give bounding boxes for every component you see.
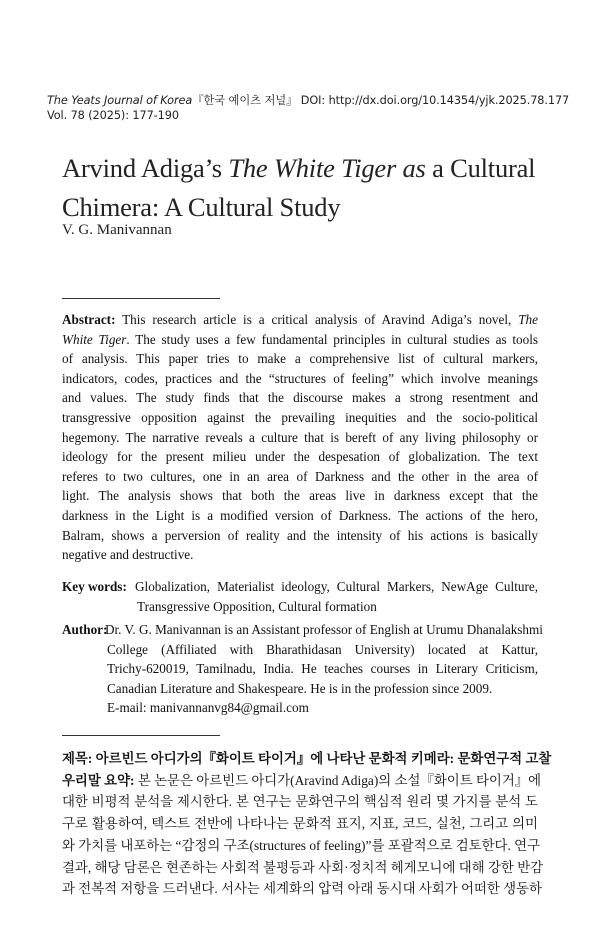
author-email[interactable]: E-mail: manivannanvg84@gmail.com <box>107 700 309 716</box>
journal-name-en: The Yeats Journal of Korea <box>47 94 193 107</box>
keywords-text: Globalization, Materialist ideology, Cultural Markers, NewAge Culture, <box>135 579 538 594</box>
text-segment: 본 논문은 아르빈드 아디가(Aravind Adiga)의 소설『화이트 타이거』에 <box>134 772 542 788</box>
title-part: Arvind Adiga’s <box>62 153 229 183</box>
keywords-text: Transgressive Opposition, Cultural formation <box>137 598 377 614</box>
text-segment: hegemony. The narrative reveals a culture that is bereft of any living philosophy or <box>62 429 538 445</box>
label: 우리말 요약: <box>62 772 135 788</box>
author-bio-text: Canadian Literature and Shakespeare. He is in the profession since 2009. <box>107 680 493 696</box>
text-segment: 과 전복적 저항을 드러낸다. 서사는 세계화의 압력 아래 동시대 사회가 어떠한 생동하 <box>62 881 542 897</box>
text-line <box>62 332 538 348</box>
divider <box>62 298 220 299</box>
text-line <box>62 837 541 854</box>
doi-link[interactable]: DOI: http://dx.doi.org/10.14354/yjk.2025.78.177 <box>297 94 570 107</box>
paper-title-line2: Chimera: A Cultural Study <box>62 192 341 222</box>
text-segment: indicators, codes, practices and the “structures of feeling” which involve meanings <box>62 370 538 386</box>
text-segment: . The study uses a few fundamental principles in cultural studies as tools <box>126 331 539 347</box>
title-part: a Cultural <box>425 153 536 183</box>
text-line <box>62 881 542 897</box>
author-bio-text: Dr. V. G. Manivannan is an Assistant professor of English at Urumu Dhanalakshmi <box>105 622 543 637</box>
text-segment: darkness in the Light is a modified version of Darkness. The actions of the hero, <box>62 508 538 523</box>
text-line <box>62 410 538 426</box>
text-line <box>62 528 538 544</box>
label: 제목: 아르빈드 아디가의『화이트 타이거』에 나타난 문화적 키메라: 문화연구적 고찰 <box>62 751 552 766</box>
paper-title-line1 <box>62 153 535 184</box>
text-line <box>62 508 538 524</box>
label: Abstract: <box>62 312 116 327</box>
author-bio-text: Trichy-620019, Tamilnadu, India. He teaches courses in Literary Criticism, <box>107 661 538 677</box>
text-line <box>62 859 544 876</box>
text-segment: 대한 비평적 분석을 제시한다. 본 연구는 문화연구의 핵심적 원리 몇 가지를 분석 도 <box>62 794 538 810</box>
text-segment: negative and destructive. <box>62 547 194 563</box>
text-line <box>62 449 538 465</box>
text-segment: The <box>518 312 538 327</box>
text-line <box>62 312 538 328</box>
author-label: Author: <box>62 622 108 637</box>
text-line <box>62 371 538 387</box>
text-line <box>62 751 552 767</box>
text-line <box>62 390 538 406</box>
text-line <box>62 469 538 485</box>
text-line <box>62 488 538 504</box>
text-segment: transgressive opposition against the prevailing inequities and the socio-political <box>62 410 538 425</box>
text-segment: and values. The study finds that the discourse makes a strong resentment and <box>62 390 538 406</box>
text-line <box>62 430 538 446</box>
text-segment: This research article is a critical analysis of Aravind Adiga’s novel, <box>115 312 519 327</box>
text-segment: 결과, 해당 담론은 현존하는 사회적 불평등과 사회·정치적 헤게모니에 대해 강한 반감 <box>62 859 544 875</box>
journal-citation <box>47 92 569 108</box>
keywords-label: Key words: <box>62 579 127 594</box>
title-italic-part: The White Tiger as <box>228 153 426 183</box>
text-line <box>62 351 538 367</box>
text-segment: ideology for the present milieu under the despesation of globalization. The text <box>62 449 538 465</box>
text-line <box>62 772 542 789</box>
text-segment: of analysis. This paper tries to make a comprehensive list of cultural markers, <box>62 351 538 367</box>
text-segment: White Tiger <box>62 331 127 347</box>
journal-name-kr: 『한국 예이츠 저널』 <box>192 94 298 107</box>
text-segment: referes to two cultures, one in an area of Darkness and the other in the area of <box>62 468 538 484</box>
author-bio-text: College (Affiliated with Bharathidasan University) located at Kattur, <box>107 641 538 657</box>
text-segment: 구로 활용하여, 텍스트 전반에 나타나는 문화적 표지, 지표, 코드, 실천, 그리고 의미 <box>62 816 538 832</box>
text-segment: Balram, shows a perversion of reality and the intensity of his actions is basically <box>62 527 538 543</box>
text-line <box>62 816 538 832</box>
text-line <box>62 794 538 810</box>
volume-info: Vol. 78 (2025): 177-190 <box>47 109 179 122</box>
author-name: V. G. Manivannan <box>62 222 172 238</box>
text-segment: 와 가치를 내포하는 “감정의 구조(structures of feeling)”를 포괄적으로 검토한다. 연구 <box>62 837 541 853</box>
text-segment: light. The analysis shows that both the areas live in darkness except that the <box>62 488 538 504</box>
divider <box>62 735 220 736</box>
text-line <box>62 547 538 563</box>
